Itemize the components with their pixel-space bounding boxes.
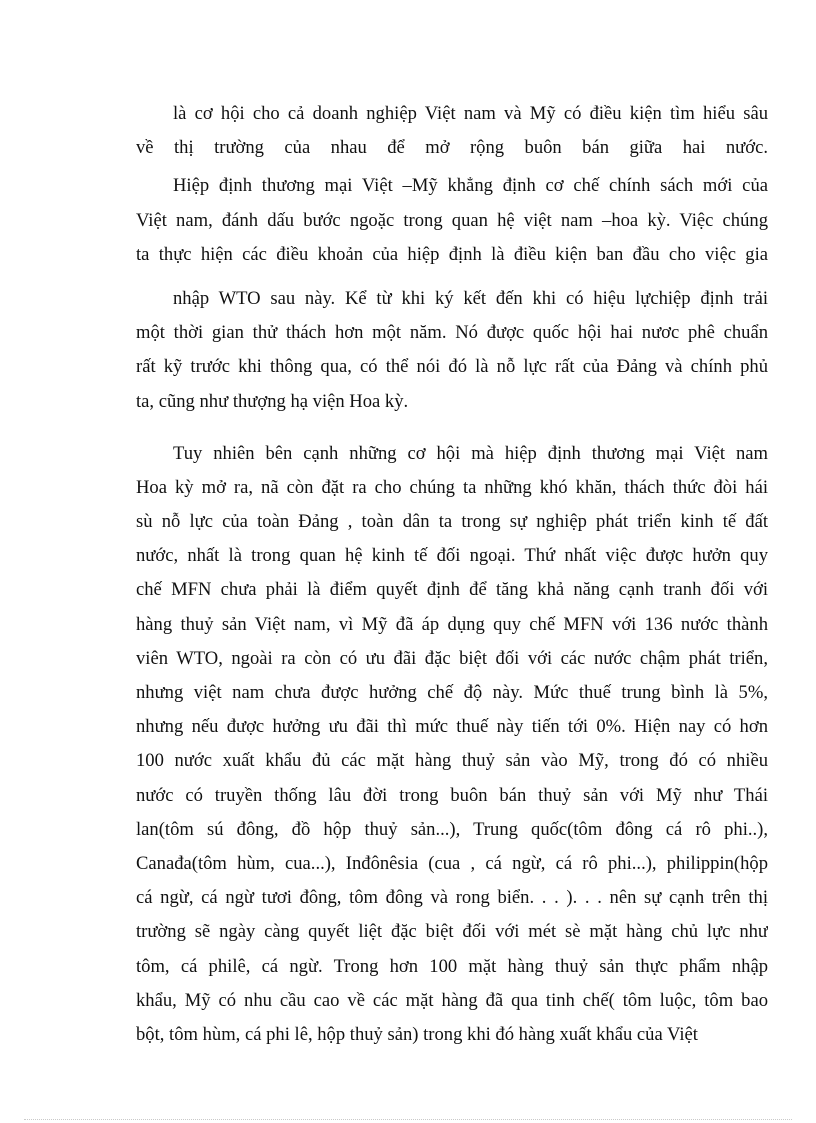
text-line: 100 nước xuất khẩu đủ các mặt hàng thuỷ sản vào Mỹ, trong đó có nhiều [136, 750, 768, 772]
text-line: nước có truyền thống lâu đời trong buôn bán thuỷ sản với Mỹ như Thái [136, 784, 768, 806]
text-line: Hiệp định thương mại Việt –Mỹ khẳng định cơ chế chính sách mới của [173, 175, 768, 197]
text-line: nước, nhất là trong quan hệ kinh tế đối ngoại. Thứ nhất việc được hưởn quy [136, 545, 768, 567]
text-line: là cơ hội cho cả doanh nghiệp Việt nam và Mỹ có điều kiện tìm hiểu sâu [173, 103, 768, 124]
text-line: ta, cũng như thượng hạ viện Hoa kỳ. [136, 390, 409, 412]
text-line: bột, tôm hùm, cá phi lê, hộp thuỷ sản) trong khi đó hàng xuất khẩu của Việt [136, 1023, 698, 1045]
text-line: khẩu, Mỹ có nhu cầu cao về các mặt hàng đã qua tinh chế( tôm luộc, tôm bao [136, 989, 768, 1011]
text-line: lan(tôm sú đông, đồ hộp thuỷ sản...), Trung quốc(tôm đông cá rô phi..), [136, 818, 768, 840]
text-line: tôm, cá philê, cá ngừ. Trong hơn 100 mặt hàng thuỷ sản thực phẩm nhập [136, 955, 768, 977]
text-line: rất kỹ trước khi thông qua, có thể nói đó là nỗ lực rất của Đảng và chính phủ [136, 356, 768, 378]
text-line: về thị trường của nhau để mở rộng buôn bán giữa hai nước. [136, 137, 768, 159]
text-line: nhưng việt nam chưa được hưởng chế độ này. Mức thuế trung bình là 5%, [136, 682, 768, 703]
text-line: Việt nam, đánh dấu bước ngoặc trong quan hệ việt nam –hoa kỳ. Việc chúng [136, 209, 768, 231]
text-line: chế MFN chưa phải là điểm quyết định để tăng khả năng cạnh tranh đối với [136, 579, 768, 601]
text-line: nhập WTO sau này. Kể từ khi ký kết đến khi có hiệu lựchiệp định trải [173, 287, 768, 309]
body-text [136, 97, 768, 1052]
text-line: hàng thuỷ sản Việt nam, vì Mỹ đã áp dụng quy chế MFN với 136 nước thành [136, 613, 768, 635]
text-line: nhưng nếu được hưởng ưu đãi thì mức thuế này tiến tới 0%. Hiện nay có hơn [136, 716, 768, 738]
text-line: Canađa(tôm hùm, cua...), Inđônêsia (cua , cá ngừ, cá rô phi...), philippin(hộp [136, 852, 768, 874]
page-bottom-rule [24, 1119, 792, 1120]
text-line: ta thực hiện các điều khoản của hiệp định là điều kiện ban đầu cho việc gia [136, 243, 768, 265]
text-line: sù nỗ lực của toàn Đảng , toàn dân ta trong sự nghiệp phát triển kinh tế đất [136, 511, 768, 533]
text-line: cá ngừ, cá ngừ tươi đông, tôm đông và rong biển. . . ). . . nên sự cạnh trên thị [136, 887, 768, 909]
text-line: một thời gian thử thách hơn một năm. Nó được quốc hội hai nươc phê chuẩn [136, 322, 768, 344]
text-line: viên WTO, ngoài ra còn có ưu đãi đặc biệt đối với các nước chậm phát triển, [136, 647, 768, 669]
text-line: Tuy nhiên bên cạnh những cơ hội mà hiệp định thương mại Việt nam [173, 442, 768, 464]
text-line: trường sẽ ngày càng quyết liệt đặc biệt đối với mét sè mặt hàng chủ lực như [136, 921, 768, 943]
text-line: Hoa kỳ mở ra, nã còn đặt ra cho chúng ta những khó khăn, thách thức đòi hái [136, 476, 768, 498]
